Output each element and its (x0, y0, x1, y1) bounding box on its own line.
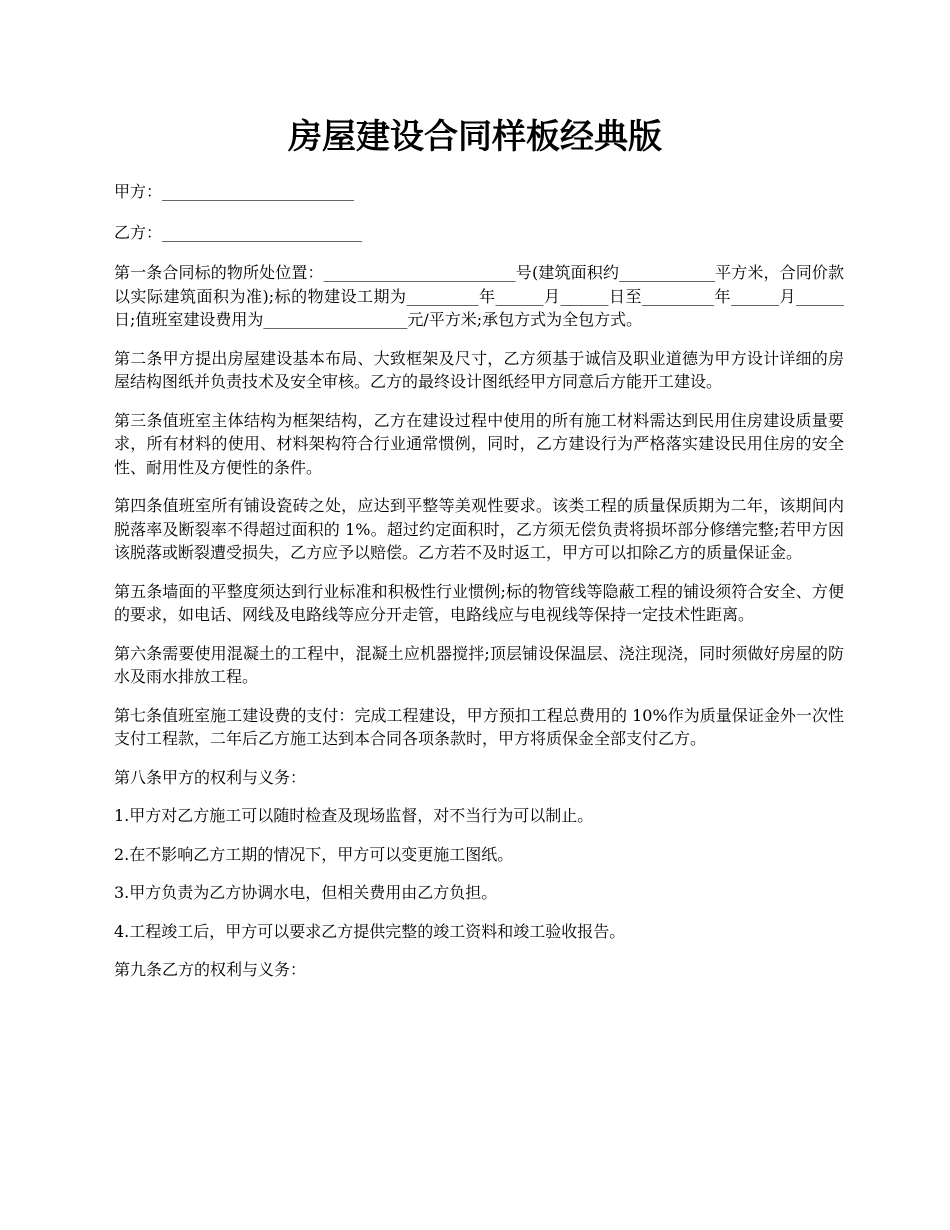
clause-4: 第四条值班室所有铺设瓷砖之处，应达到平整等美观性要求。该类工程的质量保质期为二年，该期间内脱落率及断裂率不得超过面积的 1%。超过约定面积时，乙方须无偿负责将损坏部分修缮完整;若甲方因该脱落或断裂遭受损失，乙方应予以赔偿。乙方若不及时返工，甲方可以扣除乙方的质量保证金。 (114, 496, 844, 562)
clause-7: 第七条值班室施工建设费的支付：完成工程建设，甲方预扣工程总费用的 10%作为质量保证金外一次性支付工程款，二年后乙方施工达到本合同各项条款时，甲方将质保金全部支付乙方。 (114, 705, 844, 748)
clause-8-item-2: 2.在不影响乙方工期的情况下，甲方可以变更施工图纸。 (114, 844, 514, 864)
clause-3: 第三条值班室主体结构为框架结构，乙方在建设过程中使用的所有施工材料需达到民用住房建设质量要求，所有材料的使用、材料架构符合行业通常惯例，同时，乙方建设行为严格落实建设民用住房的安全性、耐用性及方便性的条件。 (114, 410, 844, 477)
clause-9-heading: 第九条乙方的权利与义务： (114, 960, 307, 979)
document-body (114, 180, 844, 997)
clause-2: 第二条甲方提出房屋建设基本布局、大致框架及尺寸，乙方须基于诚信及职业道德为甲方设计详细的房屋结构图纸并负责技术及安全审核。乙方的最终设计图纸经甲方同意后方能开工建设。 (114, 348, 844, 391)
party-a-line: 甲方：________________________ (114, 182, 355, 201)
clause-8-item-1: 1.甲方对乙方施工可以随时检查及现场监督，对不当行为可以制止。 (114, 806, 594, 825)
clause-6: 第六条需要使用混凝土的工程中，混凝土应机器搅拌;顶层铺设保温层、浇注现浇，同时须做好房屋的防水及雨水排放工程。 (114, 643, 844, 686)
clause-1: 第一条合同标的物所处位置：________________________号(建筑面积约____________平方米，合同价款以实际建筑面积为准);标的物建设工期为_________年______月______日至_________年______月______日;值班室建设费用为__________________元/平方米;承包方式为全包方式。 (114, 263, 844, 329)
document-title: 房屋建设合同样板经典版 (288, 117, 662, 157)
clause-8-heading: 第八条甲方的权利与义务： (114, 767, 307, 787)
clause-8-item-4: 4.工程竣工后，甲方可以要求乙方提供完整的竣工资料和竣工验收报告。 (114, 921, 626, 941)
clause-5: 第五条墙面的平整度须达到行业标准和积极性行业惯例;标的物管线等隐蔽工程的铺设须符合安全、方便的要求，如电话、网线及电路线等应分开走管，电路线应与电视线等保持一定技术性距离。 (114, 581, 844, 624)
clause-8-item-3: 3.甲方负责为乙方协调水电，但相关费用由乙方负担。 (114, 883, 498, 902)
party-b-line: 乙方：_________________________ (114, 222, 363, 242)
